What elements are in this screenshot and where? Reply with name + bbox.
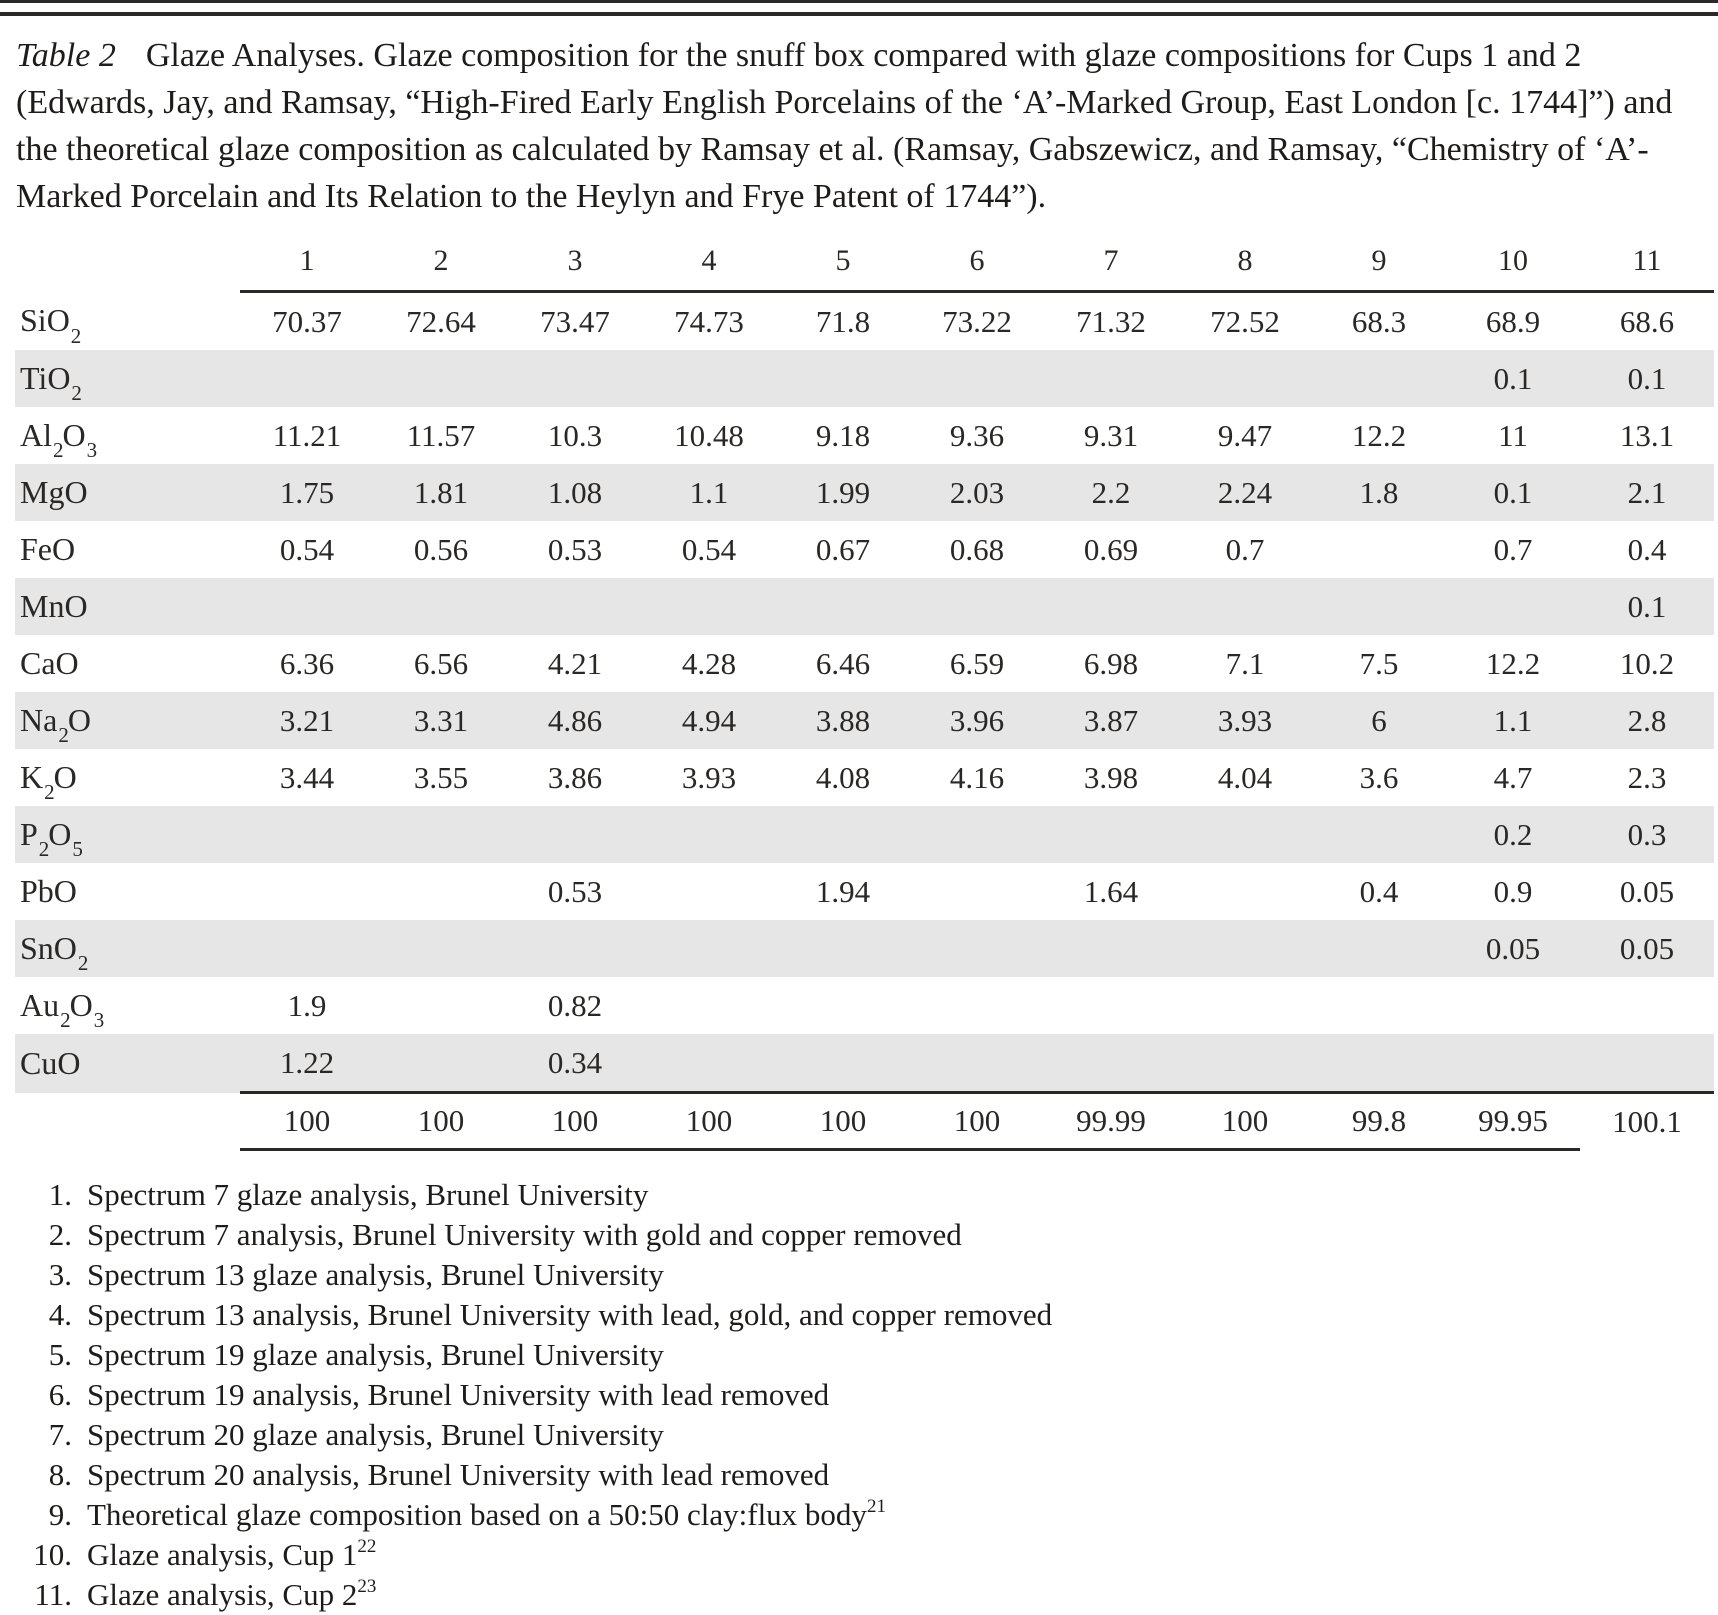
- table-row-na2o: [0, 692, 1714, 749]
- table-cell-au2o3-col3: 0.82: [547, 987, 603, 1023]
- table-cell-sio2-col8: 72.52: [1210, 303, 1280, 339]
- footnote-7: [0, 1415, 1718, 1455]
- table-cell-mgo-col4: 1.1: [642, 464, 776, 521]
- table-cell-na2o-col3: 4.86: [508, 692, 642, 749]
- table-cell-k2o-col9: 3.6: [1359, 759, 1399, 795]
- table-cell-pbo-col2: [374, 863, 508, 920]
- row-label-cao: CaO: [20, 645, 79, 681]
- table-cell-al2o3-col8: 9.47: [1217, 417, 1273, 453]
- table-cell-cao-col7: 6.98: [1083, 645, 1139, 681]
- table-row-mno: [0, 578, 1714, 635]
- table-cell-p2o5-col1: [240, 806, 374, 863]
- footnote-text: Spectrum 7 glaze analysis, Brunel University: [87, 1177, 649, 1212]
- table-caption: [16, 32, 1704, 220]
- footnote-text: Spectrum 13 analysis, Brunel University with lead, gold, and copper removed: [87, 1297, 1053, 1332]
- table-cell-sno2-col11: 0.05: [1580, 920, 1714, 977]
- total-col9: 99.8: [1312, 1093, 1446, 1150]
- column-header-10: 10: [1446, 238, 1580, 292]
- table-cell-au2o3-col6: [910, 977, 1044, 1034]
- column-header-3: 3: [508, 238, 642, 292]
- table-cell-p2o5-col10: 0.2: [1446, 806, 1580, 863]
- column-header-4: 4: [642, 238, 776, 292]
- row-label-sio2: SiO$_2$: [20, 302, 82, 348]
- table-cell-tio2-col7: [1044, 350, 1178, 407]
- table-cell-au2o3-col11: [1580, 977, 1714, 1034]
- table-cell-cuo-col9: [1312, 1034, 1446, 1093]
- table-cell-sio2-col11: 68.6: [1619, 303, 1675, 339]
- footnote-number: 11.: [34, 1577, 72, 1612]
- footnote-reference-superscript: 21: [866, 1495, 886, 1517]
- total-col10: 99.95: [1446, 1093, 1580, 1150]
- table-cell-na2o-col6: 3.96: [910, 692, 1044, 749]
- column-header-8: 8: [1178, 238, 1312, 292]
- table-cell-na2o-col7: 3.87: [1044, 692, 1178, 749]
- table-cell-pbo-col11: 0.05: [1619, 873, 1675, 909]
- table-cell-feo-col1: 0.54: [279, 531, 335, 567]
- table-cell-mgo-col2: 1.81: [374, 464, 508, 521]
- table-cell-k2o-col4: 3.93: [681, 759, 737, 795]
- row-label-sno2: SnO$_2$: [0, 920, 240, 977]
- footnote-reference-superscript: 23: [357, 1575, 377, 1597]
- table-cell-cuo-col2: [374, 1034, 508, 1093]
- table-cell-al2o3-col6: 9.36: [949, 417, 1005, 453]
- table-cell-p2o5-col6: [910, 806, 1044, 863]
- table-cell-mgo-col7: 2.2: [1044, 464, 1178, 521]
- table-row-sno2: [0, 920, 1714, 977]
- table-cell-feo-col5: 0.67: [815, 531, 871, 567]
- total-col4: 100: [642, 1093, 776, 1150]
- table-cell-al2o3-col4: 10.48: [674, 417, 744, 453]
- table-cell-mgo-col9: 1.8: [1312, 464, 1446, 521]
- table-cell-sno2-col6: [910, 920, 1044, 977]
- table-cell-na2o-col10: 1.1: [1446, 692, 1580, 749]
- footnote-6: [0, 1375, 1718, 1415]
- table-cell-p2o5-col2: [374, 806, 508, 863]
- footnote-text: Spectrum 20 glaze analysis, Brunel University: [87, 1417, 664, 1452]
- table-cell-cuo-col6: [910, 1034, 1044, 1093]
- total-col8: 100: [1178, 1093, 1312, 1150]
- table-cell-mno-col9: [1312, 578, 1446, 635]
- table-cell-tio2-col5: [776, 350, 910, 407]
- table-cell-cao-col5: 6.46: [815, 645, 871, 681]
- table-cell-mno-col10: [1446, 578, 1580, 635]
- column-header-2: 2: [374, 238, 508, 292]
- table-cell-tio2-col2: [374, 350, 508, 407]
- table-cell-sno2-col4: [642, 920, 776, 977]
- column-header-7: 7: [1044, 238, 1178, 292]
- table-cell-k2o-col3: 3.86: [547, 759, 603, 795]
- table-cell-na2o-col5: 3.88: [776, 692, 910, 749]
- table-cell-p2o5-col9: [1312, 806, 1446, 863]
- footnote-9: [0, 1495, 1718, 1535]
- table-cell-na2o-col11: 2.8: [1580, 692, 1714, 749]
- table-cell-feo-col11: 0.4: [1627, 531, 1667, 567]
- table-cell-al2o3-col3: 10.3: [547, 417, 603, 453]
- row-label-feo: FeO: [20, 531, 76, 567]
- table-cell-k2o-col2: 3.55: [413, 759, 469, 795]
- table-cell-na2o-col8: 3.93: [1178, 692, 1312, 749]
- table-cell-cao-col1: 6.36: [279, 645, 335, 681]
- table-cell-al2o3-col2: 11.57: [406, 417, 476, 453]
- footnote-1: [0, 1175, 1718, 1215]
- table-cell-sno2-col7: [1044, 920, 1178, 977]
- table-row-tio2: [0, 350, 1714, 407]
- column-header-11: 11: [1580, 238, 1714, 292]
- table-cell-au2o3-col8: [1178, 977, 1312, 1034]
- table-cell-sio2-col2: 72.64: [406, 303, 476, 339]
- table-cell-cao-col4: 4.28: [681, 645, 737, 681]
- table-cell-mno-col7: [1044, 578, 1178, 635]
- table-cell-au2o3-col5: [776, 977, 910, 1034]
- table-cell-pbo-col1: [240, 863, 374, 920]
- table-cell-na2o-col9: 6: [1312, 692, 1446, 749]
- table-cell-feo-col4: 0.54: [681, 531, 737, 567]
- table-cell-mno-col4: [642, 578, 776, 635]
- table-cell-na2o-col2: 3.31: [374, 692, 508, 749]
- table-cell-p2o5-col7: [1044, 806, 1178, 863]
- table-cell-sio2-col5: 71.8: [815, 303, 871, 339]
- table-cell-k2o-col10: 4.7: [1493, 759, 1533, 795]
- table-cell-sio2-col6: 73.22: [942, 303, 1012, 339]
- table-cell-mno-col5: [776, 578, 910, 635]
- total-col3: 100: [508, 1093, 642, 1150]
- total-col5: 100: [776, 1093, 910, 1150]
- row-label-k2o: $K_2O$: [20, 759, 77, 805]
- table-cell-mgo-col8: 2.24: [1178, 464, 1312, 521]
- footnote-number: 2.: [48, 1217, 72, 1252]
- table-cell-sno2-col2: [374, 920, 508, 977]
- table-row-al2o3: [0, 407, 1714, 464]
- total-col6: 100: [910, 1093, 1044, 1150]
- table-row-feo: [0, 521, 1714, 578]
- table-cell-au2o3-col4: [642, 977, 776, 1034]
- table-header-row: [0, 238, 1714, 292]
- table-cell-al2o3-col10: 11: [1498, 417, 1528, 453]
- table-cell-cuo-col11: [1580, 1034, 1714, 1093]
- footnotes: [0, 1175, 1718, 1615]
- table-row-pbo: [0, 863, 1714, 920]
- table-cell-feo-col10: 0.7: [1493, 531, 1533, 567]
- row-label-al2o3: $Al_2O_3$: [20, 417, 98, 463]
- footnote-text: Theoretical glaze composition based on a 50:50 clay:flux body$^{21}$: [87, 1495, 886, 1532]
- table-cell-sio2-col3: 73.47: [540, 303, 610, 339]
- table-cell-cuo-col1: 1.22: [240, 1034, 374, 1093]
- table-cell-pbo-col3: 0.53: [547, 873, 603, 909]
- table-cell-pbo-col8: [1178, 863, 1312, 920]
- table-cell-tio2-col8: [1178, 350, 1312, 407]
- row-label-pbo: PbO: [20, 873, 77, 909]
- footnote-3: [0, 1255, 1718, 1295]
- table-cell-cuo-col3: 0.34: [508, 1034, 642, 1093]
- table-cell-mgo-col5: 1.99: [776, 464, 910, 521]
- table-cell-cuo-col4: [642, 1034, 776, 1093]
- table-cell-sno2-col10: 0.05: [1446, 920, 1580, 977]
- footnote-text: Spectrum 13 glaze analysis, Brunel University: [87, 1257, 664, 1292]
- table-cell-mno-col3: [508, 578, 642, 635]
- table-cell-cao-col10: 12.2: [1485, 645, 1541, 681]
- table-cell-cao-col11: 10.2: [1619, 645, 1675, 681]
- table-cell-al2o3-col11: 13.1: [1619, 417, 1675, 453]
- table-cell-feo-col3: 0.53: [547, 531, 603, 567]
- table-cell-mno-col6: [910, 578, 1044, 635]
- table-cell-tio2-col10: 0.1: [1446, 350, 1580, 407]
- table-cell-mno-col2: [374, 578, 508, 635]
- table-row-k2o: [0, 749, 1714, 806]
- row-label-cuo: CuO: [0, 1034, 240, 1093]
- table-cell-au2o3-col9: [1312, 977, 1446, 1034]
- table-cell-sio2-col9: 68.3: [1351, 303, 1407, 339]
- footnote-number: 10.: [33, 1537, 72, 1572]
- table-cell-cuo-col8: [1178, 1034, 1312, 1093]
- table-cell-sno2-col8: [1178, 920, 1312, 977]
- row-label-mno: MnO: [0, 578, 240, 635]
- table-cell-mno-col1: [240, 578, 374, 635]
- table-row-sio2: [0, 292, 1714, 351]
- footnote-text: Spectrum 19 analysis, Brunel University with lead removed: [87, 1377, 830, 1412]
- column-header-9: 9: [1312, 238, 1446, 292]
- table-cell-cao-col9: 7.5: [1359, 645, 1399, 681]
- table-cell-feo-col6: 0.68: [949, 531, 1005, 567]
- table-row-au2o3: [0, 977, 1714, 1034]
- table-cell-feo-col2: 0.56: [413, 531, 469, 567]
- table-cell-sio2-col1: 70.37: [272, 303, 342, 339]
- table-cell-sno2-col5: [776, 920, 910, 977]
- total-col1: 100: [240, 1093, 374, 1150]
- table-cell-sno2-col3: [508, 920, 642, 977]
- table-cell-cao-col8: 7.1: [1225, 645, 1265, 681]
- table-cell-feo-col9: [1312, 521, 1446, 578]
- footnote-number: 3.: [48, 1257, 72, 1292]
- table-cell-tio2-col9: [1312, 350, 1446, 407]
- table-cell-p2o5-col8: [1178, 806, 1312, 863]
- table-cell-mno-col11: 0.1: [1580, 578, 1714, 635]
- table-cell-pbo-col9: 0.4: [1359, 873, 1399, 909]
- row-label-au2o3: $Au_2O_3$: [20, 987, 105, 1033]
- table-cell-mgo-col1: 1.75: [240, 464, 374, 521]
- table-cell-na2o-col1: 3.21: [240, 692, 374, 749]
- table-cell-feo-col8: 0.7: [1225, 531, 1265, 567]
- table-cell-sno2-col1: [240, 920, 374, 977]
- table-cell-cuo-col10: [1446, 1034, 1580, 1093]
- table-caption-text: Glaze Analyses. Glaze composition for the snuff box compared with glaze compositions for Cups 1 and 2 (Edwards, Jay, and Ramsay, “High-Fired Early English Porcelains of the ‘A’-Marked Group, East London [c. 1744]”) and the theoretical glaze composition as calculated by Ramsay et al. (Ramsay, Gabszewicz, and Ramsay, “Chemistry of ‘A’-Marked Porcelain and Its Relation to the Heylyn and Frye Patent of 1744”).: [16, 37, 1673, 215]
- table-cell-pbo-col5: 1.94: [815, 873, 871, 909]
- table-cell-tio2-col6: [910, 350, 1044, 407]
- footnote-8: [0, 1455, 1718, 1495]
- total-col11: 100.1: [1612, 1103, 1682, 1139]
- table-cell-feo-col7: 0.69: [1083, 531, 1139, 567]
- table-cell-cao-col2: 6.56: [413, 645, 469, 681]
- footnote-number: 8.: [48, 1457, 72, 1492]
- table-row-cuo: [0, 1034, 1714, 1093]
- footnote-text: Glaze analysis, Cup $1^{22}$: [87, 1535, 377, 1572]
- table-cell-p2o5-col11: 0.3: [1580, 806, 1714, 863]
- table-cell-p2o5-col4: [642, 806, 776, 863]
- table-row-cao: [0, 635, 1714, 692]
- table-cell-al2o3-col5: 9.18: [815, 417, 871, 453]
- table-cell-tio2-col4: [642, 350, 776, 407]
- table-cell-tio2-col3: [508, 350, 642, 407]
- table-cell-p2o5-col5: [776, 806, 910, 863]
- table-cell-pbo-col6: [910, 863, 1044, 920]
- table-cell-pbo-col4: [642, 863, 776, 920]
- table-cell-sio2-col4: 74.73: [674, 303, 744, 339]
- footnote-number: 9.: [48, 1497, 72, 1532]
- table-cell-tio2-col1: [240, 350, 374, 407]
- footnote-text: Spectrum 20 analysis, Brunel University with lead removed: [87, 1457, 830, 1492]
- table-totals-row: [0, 1093, 1714, 1150]
- table-cell-sno2-col9: [1312, 920, 1446, 977]
- table-cell-cuo-col5: [776, 1034, 910, 1093]
- row-label-mgo: MgO: [0, 464, 240, 521]
- row-label-p2o5: $P_2O_5$: [0, 806, 240, 863]
- table-cell-k2o-col11: 2.3: [1627, 759, 1667, 795]
- table-cell-au2o3-col2: [374, 977, 508, 1034]
- table-cell-al2o3-col7: 9.31: [1083, 417, 1139, 453]
- glaze-analyses-table: [0, 238, 1714, 1151]
- column-header-1: 1: [240, 238, 374, 292]
- table-cell-k2o-col1: 3.44: [279, 759, 335, 795]
- footnote-2: [0, 1215, 1718, 1255]
- row-label-na2o: $Na_2O$: [0, 692, 240, 749]
- header-corner-spacer: [0, 238, 240, 292]
- table-body: [0, 292, 1714, 1093]
- footnote-text: Glaze analysis, Cup $2^{23}$: [87, 1575, 377, 1612]
- table-cell-mgo-col3: 1.08: [508, 464, 642, 521]
- total-col2: 100: [374, 1093, 508, 1150]
- table-cell-k2o-col5: 4.08: [815, 759, 871, 795]
- column-header-5: 5: [776, 238, 910, 292]
- table-cell-k2o-col6: 4.16: [949, 759, 1005, 795]
- table-cell-al2o3-col1: 11.21: [272, 417, 342, 453]
- table-row-mgo: [0, 464, 1714, 521]
- table-cell-na2o-col4: 4.94: [642, 692, 776, 749]
- table-cell-tio2-col11: 0.1: [1580, 350, 1714, 407]
- table-cell-au2o3-col1: 1.9: [287, 987, 327, 1023]
- footnote-number: 7.: [48, 1417, 72, 1452]
- table-cell-sio2-col10: 68.9: [1485, 303, 1541, 339]
- footnote-number: 6.: [48, 1377, 72, 1412]
- table-cell-au2o3-col10: [1446, 977, 1580, 1034]
- footnote-reference-superscript: 22: [357, 1535, 377, 1557]
- footnote-10: [0, 1535, 1718, 1575]
- table-caption-label: Table 2: [16, 37, 116, 74]
- table-cell-mgo-col11: 2.1: [1580, 464, 1714, 521]
- table-cell-pbo-col10: 0.9: [1493, 873, 1533, 909]
- total-col7: 99.99: [1044, 1093, 1178, 1150]
- table-cell-cao-col6: 6.59: [949, 645, 1005, 681]
- totals-spacer: [0, 1093, 240, 1150]
- table-cell-p2o5-col3: [508, 806, 642, 863]
- table-row-p2o5: [0, 806, 1714, 863]
- table-cell-mgo-col6: 2.03: [910, 464, 1044, 521]
- footnote-5: [0, 1335, 1718, 1375]
- footnote-4: [0, 1295, 1718, 1335]
- footnote-number: 5.: [48, 1337, 72, 1372]
- footnote-text: Spectrum 7 analysis, Brunel University with gold and copper removed: [87, 1217, 962, 1252]
- footnote-11: [0, 1575, 1718, 1615]
- table-cell-cao-col3: 4.21: [547, 645, 603, 681]
- row-label-tio2: TiO$_2$: [0, 350, 240, 407]
- table-cell-k2o-col7: 3.98: [1083, 759, 1139, 795]
- table-cell-k2o-col8: 4.04: [1217, 759, 1273, 795]
- table-cell-sio2-col7: 71.32: [1076, 303, 1146, 339]
- footnote-number: 4.: [48, 1297, 72, 1332]
- column-header-6: 6: [910, 238, 1044, 292]
- table-cell-pbo-col7: 1.64: [1083, 873, 1139, 909]
- table-cell-au2o3-col7: [1044, 977, 1178, 1034]
- table-cell-cuo-col7: [1044, 1034, 1178, 1093]
- table-cell-mgo-col10: 0.1: [1446, 464, 1580, 521]
- footnote-text: Spectrum 19 glaze analysis, Brunel University: [87, 1337, 664, 1372]
- top-double-rule: [0, 0, 1718, 16]
- footnote-number: 1.: [48, 1177, 72, 1212]
- table-cell-mno-col8: [1178, 578, 1312, 635]
- table-cell-al2o3-col9: 12.2: [1351, 417, 1407, 453]
